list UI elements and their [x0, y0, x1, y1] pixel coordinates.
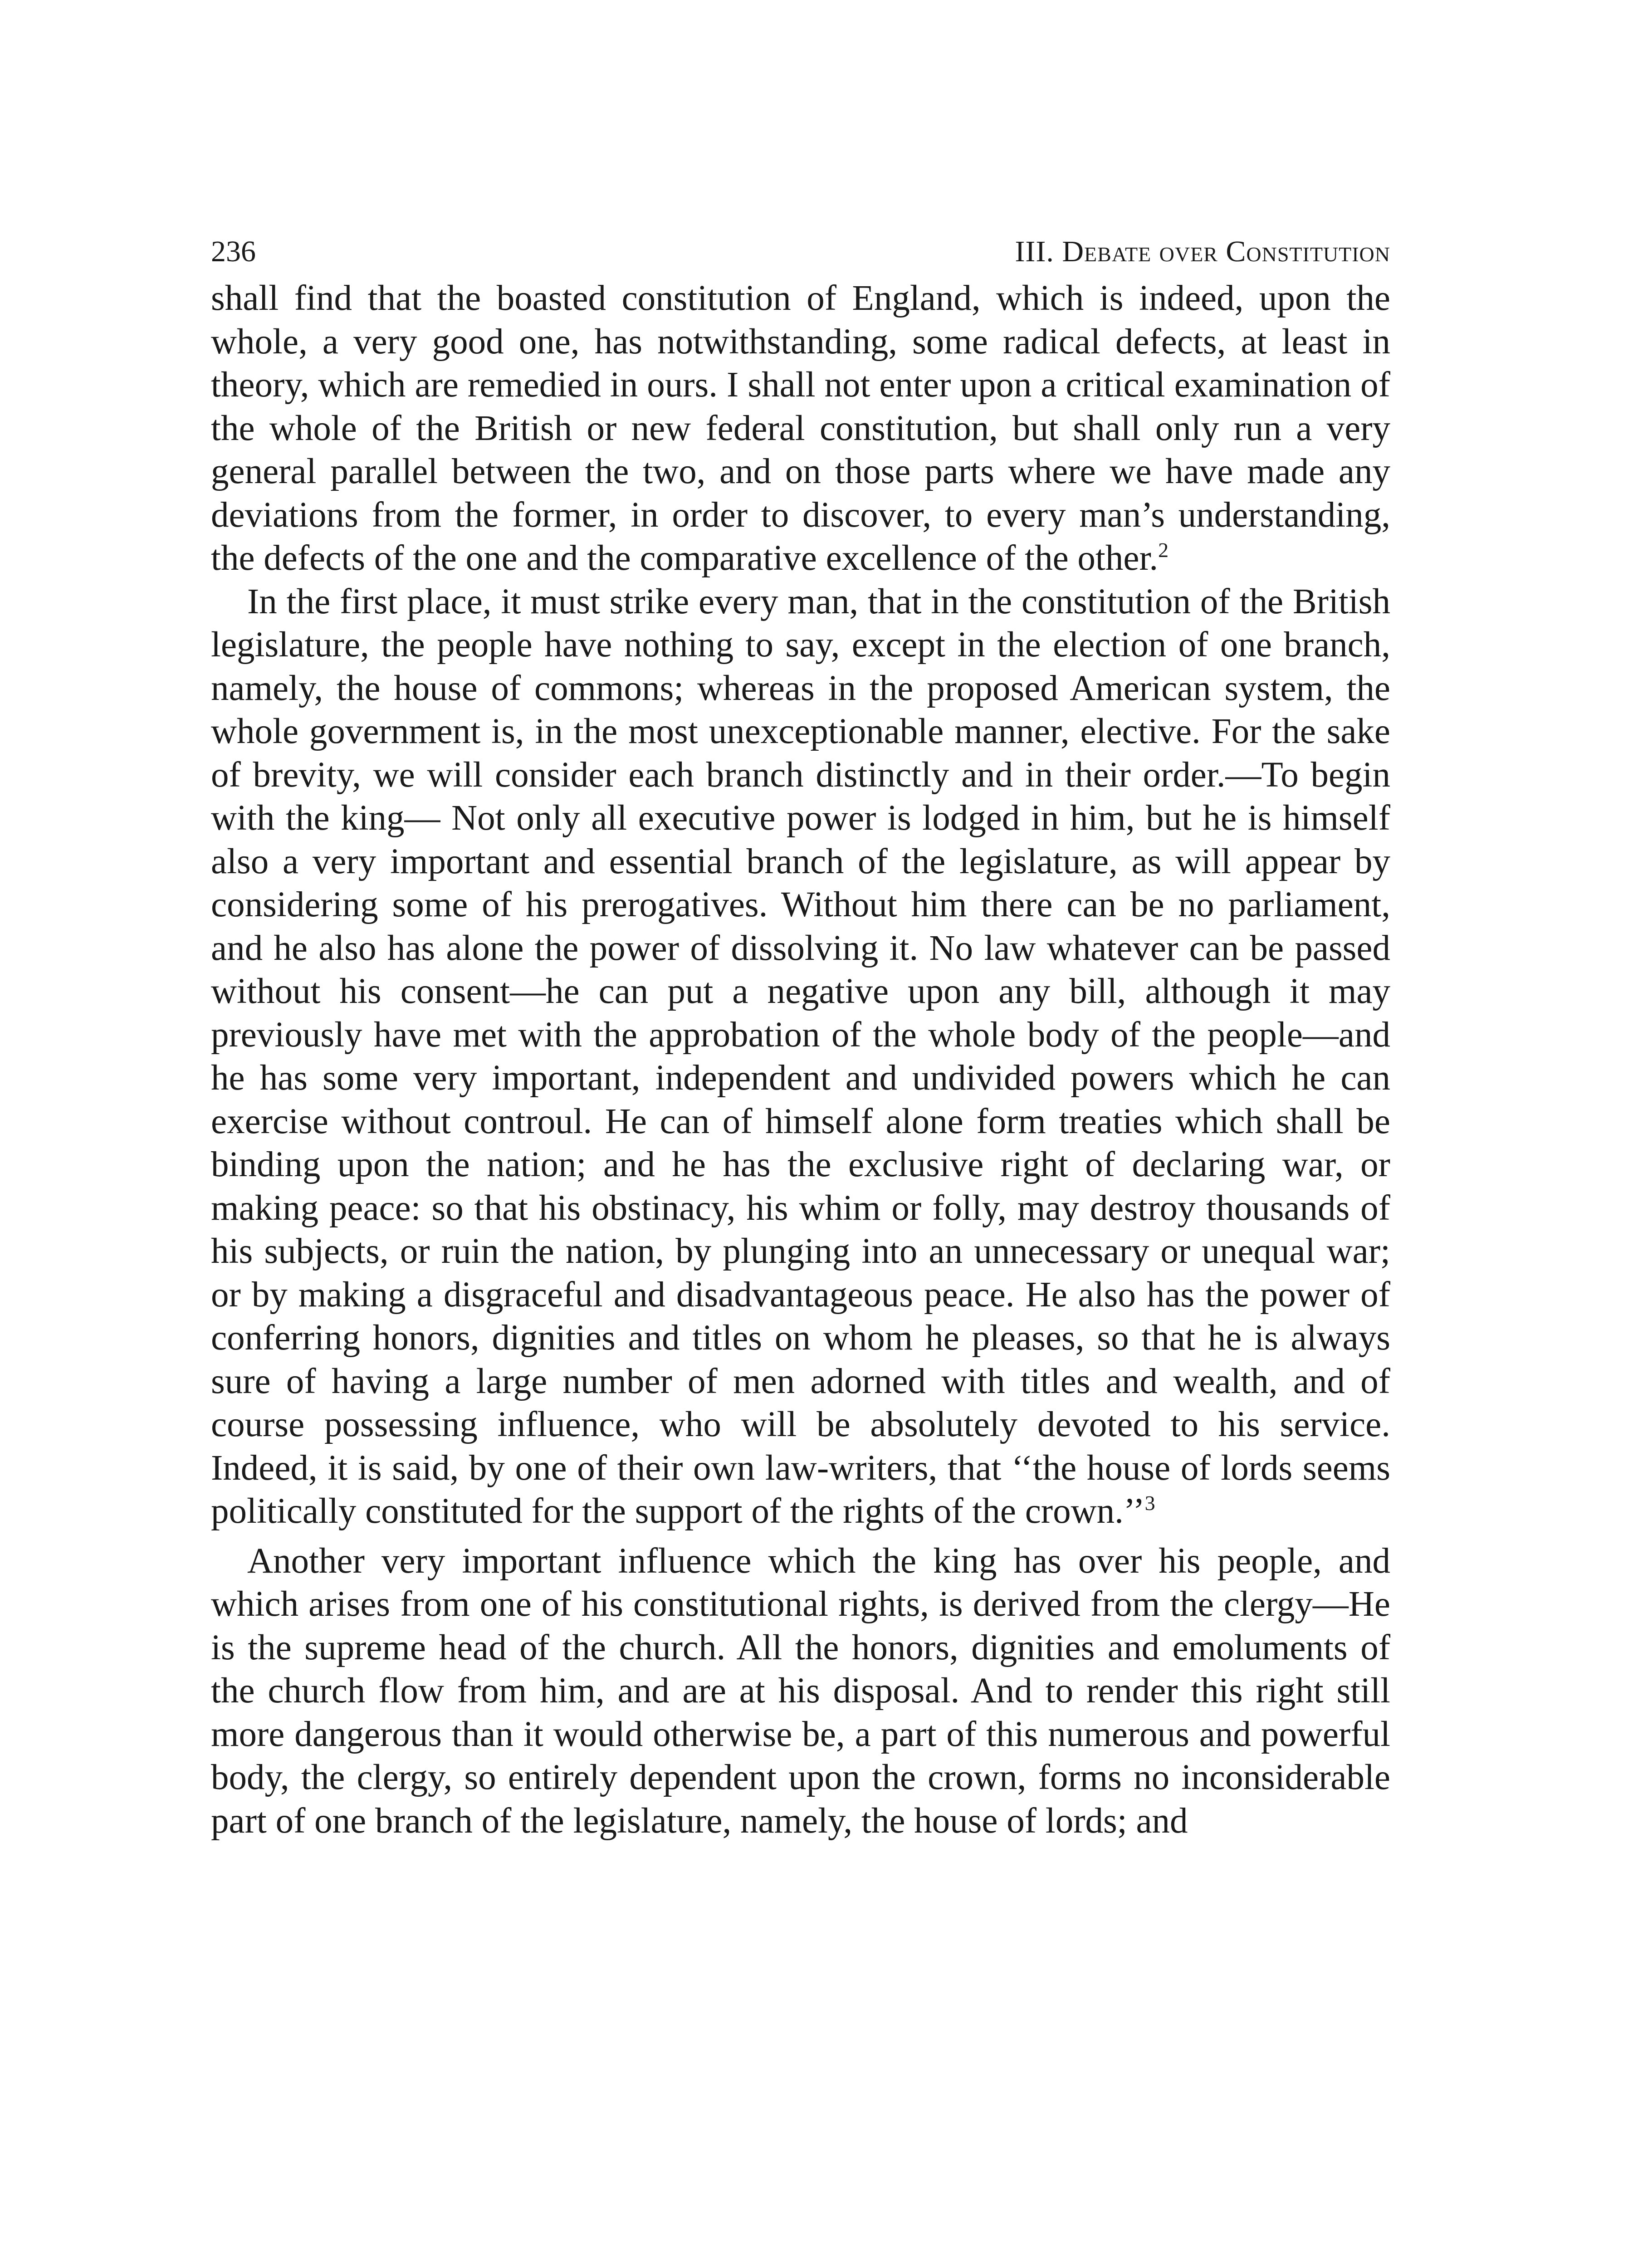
page-number: 236 — [211, 235, 256, 268]
running-head — [211, 227, 1390, 277]
footnote-ref-2[interactable]: 2 — [1158, 538, 1169, 562]
paragraph-2-text: In the first place, it must strike every man, that in the constitution of the British legislature, the people have nothing to say, except in the election of one branch, namely, the house of commons; whereas in the proposed American system, the whole government is, in the most unexceptionable manner, elective. For the sake of brevity, we will consider each branch distinctly and in their order.—To begin with the king— Not only all executive power is lodged in him, but he is himself also a very important and essential branch of the legislature, as will appear by considering some of his prerogatives. Without him there can be no parliament, and he also has alone the power of dissolving it. No law whatever can be passed without his consent—he can put a negative upon any bill, although it may previously have met with the approbation of the whole body of the people—and he has some very important, independent and undivided powers which he can exercise without controul. He can of himself alone form treaties which shall be binding upon the nation; and he has the exclusive right of declaring war, or making peace: so that his obstinacy, his whim or folly, may destroy thousands of his subjects, or ruin the nation, by plunging into an unnecessary or unequal war; or by making a disgraceful and disadvantageous peace. He also has the power of conferring honors, dignities and titles on whom he pleases, so that he is always sure of having a large number of men adorned with titles and wealth, and of course possessing influence, who will be absolutely devoted to his service. Indeed, it is said, by one of their own law-writers, that ‘‘the house of lords seems politically constituted for the support of the rights of the crown.’’ — [211, 582, 1390, 1531]
paragraph-3 — [211, 1540, 1390, 1843]
paragraph-3-text: Another very important influence which the king has over his people, and which arises from one of his constitutional rights, is derived from the clergy—He is the supreme head of the church. All the honors, dignities and emoluments of the church flow from him, and are at his disposal. And to render this right still more dangerous than it would otherwise be, a part of this numerous and powerful body, the clergy, so entirely dependent upon the crown, forms no inconsiderable part of one branch of the legislature, namely, the house of lords; and — [211, 1541, 1390, 1841]
book-page — [211, 227, 1390, 1843]
running-title: III. Debate over Constitution — [1015, 235, 1390, 268]
body-text — [211, 277, 1390, 1843]
footnote-ref-3[interactable]: 3 — [1144, 1491, 1155, 1515]
paragraph-1 — [211, 277, 1390, 580]
paragraph-1-text: shall find that the boasted constitution of England, which is indeed, upon the whole, a very good one, has notwithstanding, some radical defects, at least in theory, which are remedied in ours. I shall not enter upon a critical examination of the whole of the British or new federal constitution, but shall only run a very general parallel between the two, and on those parts where we have made any deviations from the former, in order to discover, to every man’s understanding, the defects of the one and the comparative excellence of the other. — [211, 279, 1390, 578]
paragraph-2 — [211, 580, 1390, 1533]
